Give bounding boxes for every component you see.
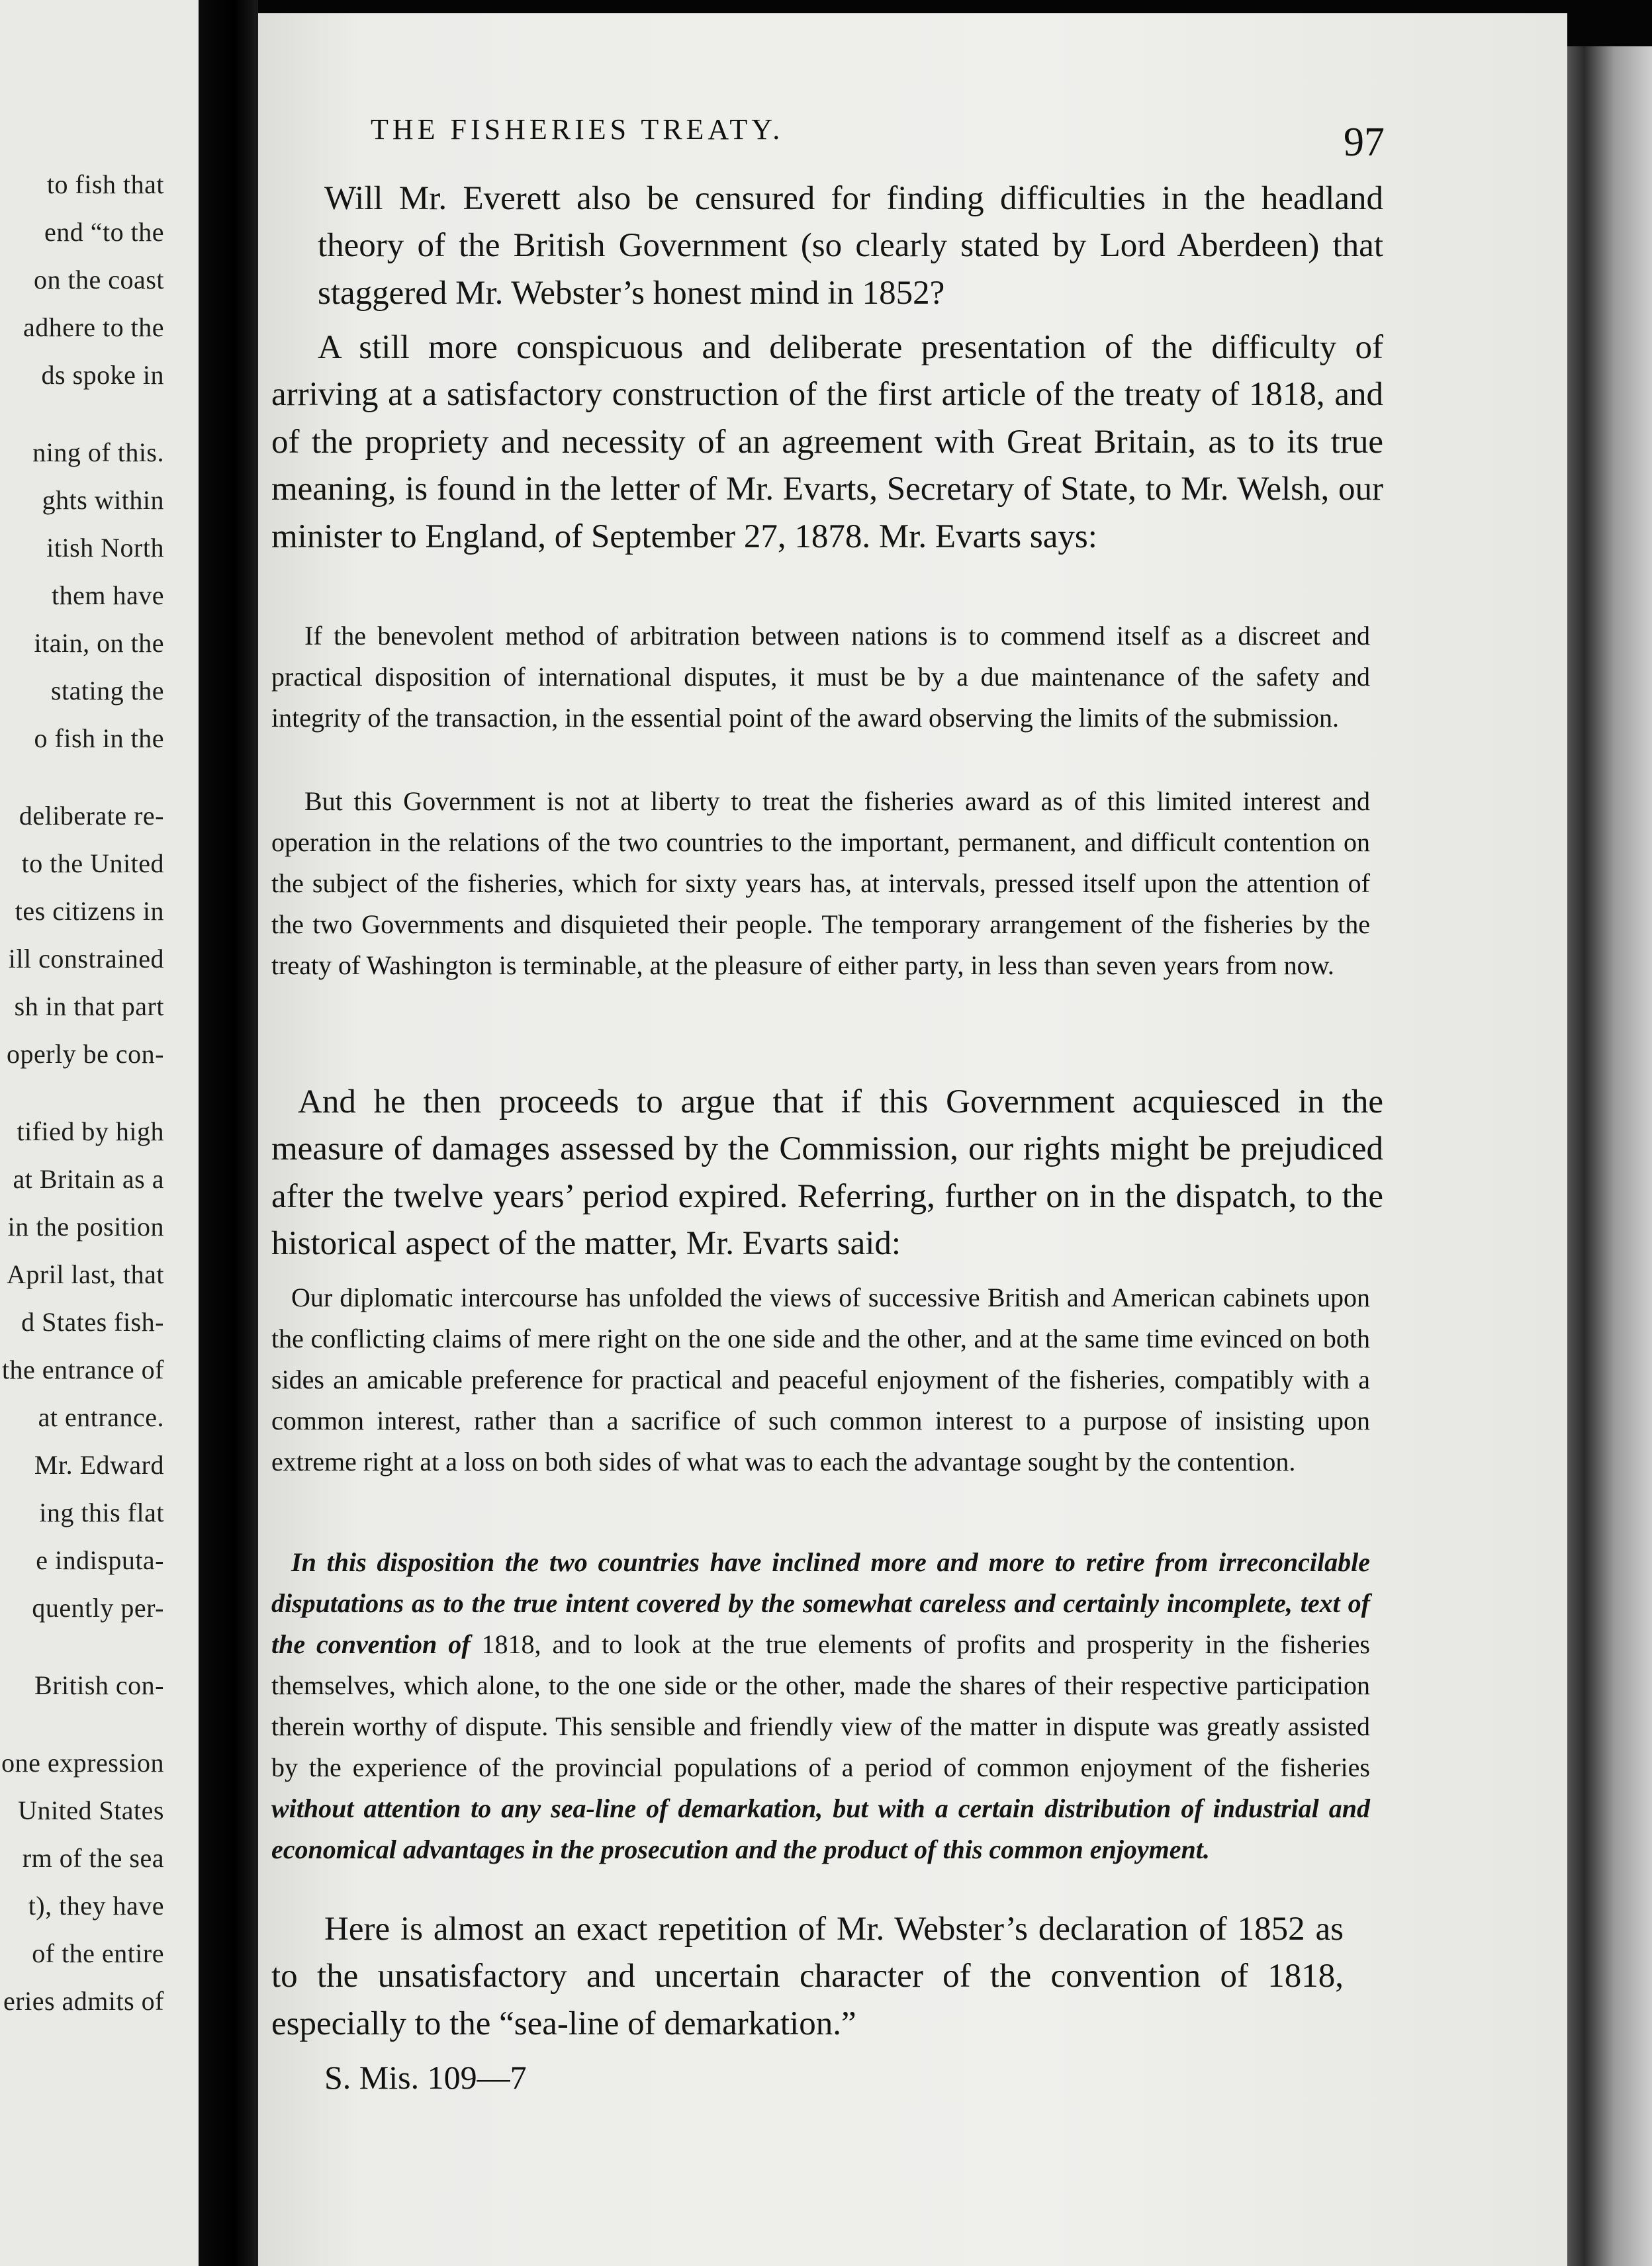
quote-3: Our diplomatic intercourse has unfolded the views of successive British and American cabinets upon the conflicting claims of mere right on the one side and the other, and at the same time evinced on both sides an amicable preference for practical and peaceful enjoyment of the fisheries, compatibly with a common interest, rather than a sacrifice of such common interest to a purpose of insisting upon extreme right at a loss on both sides of what was to each the advantage sought by the contention.	[271, 1283, 1370, 1476]
signature-mark: S. Mis. 109—7	[324, 2059, 527, 2096]
left-page-line: eries admits of	[3, 1986, 164, 2016]
page-number: 97	[1344, 120, 1385, 165]
paragraph-3: And he then proceeds to argue that if this Government acquiesced in the measure of damages assessed by the Commission, our rights might be prejudiced after the twelve years’ period expired. Referring, further on in the dispatch, to the historical aspect of the matter, Mr. Evarts said:	[271, 1083, 1383, 1263]
page-edge	[1567, 46, 1652, 2266]
left-page-line: o fish in the	[34, 723, 164, 753]
left-page-line: at entrance.	[38, 1402, 164, 1432]
left-page-line: tes citizens in	[15, 896, 164, 926]
quote-2: But this Government is not at liberty to treat the fisheries award as of this limited interest and operation in the relations of the two countries to the important, permanent, and difficult contention on the subject of the fisheries, which for sixty years has, at intervals, pressed itself upon the attention of the two Governments and disquieted their people. The temporary arrangement of the fisheries by the treaty of Washington is terminable, at the pleasure of either party, in less than seven years from now.	[271, 786, 1370, 980]
left-facing-page	[0, 0, 201, 2266]
left-page-line: itish North	[46, 533, 164, 563]
quote-4-plain: 1818, and to look at the true elements of profits and prosperity in the fisheries themselves, which alone, to the one side or the other, made the shares of their respective participation therein worthy of dispute. This sensible and friendly view of the matter in dispute was greatly assisted by the experience of the provincial populations of a period of common enjoyment of the fisheries	[271, 1629, 1370, 1782]
left-page-line: end “to the	[44, 217, 164, 247]
left-page-line: of the entire	[32, 1938, 164, 1968]
left-page-line: ning of this.	[32, 437, 164, 467]
left-page-line: t), they have	[28, 1891, 164, 1921]
left-page-line: them have	[52, 580, 164, 610]
quote-4-italic-b: without attention to any sea-line of demarkation, but with a certain distribution of industrial and economical advantages in the prosecution and the product of this common enjoyment.	[271, 1793, 1370, 1864]
left-page-line: deliberate re-	[19, 801, 164, 831]
quote-1: If the benevolent method of arbitration between nations is to commend itself as a discreet and practical disposition of international disputes, it must be by a due maintenance of the safety and integrity of the transaction, in the essential point of the award observing the limits of the submission.	[271, 621, 1370, 733]
left-page-line: to the United	[21, 848, 164, 878]
left-page-line: April last, that	[7, 1259, 164, 1289]
left-page-line: in the position	[7, 1212, 164, 1242]
left-page-line: one expression	[1, 1748, 164, 1778]
left-page-line: on the coast	[33, 265, 164, 295]
paragraph-1: Will Mr. Everett also be censured for finding difficulties in the headland theory of the British Government (so clearly stated by Lord Aberdeen) that staggered Mr. Webster’s honest mind in 1852?	[318, 180, 1383, 312]
left-page-line: d States fish-	[21, 1307, 164, 1337]
left-page-line: ing this flat	[39, 1498, 164, 1527]
left-page-line: ds spoke in	[41, 360, 164, 390]
left-page-line: at Britain as a	[13, 1164, 164, 1194]
left-page-line: ill constrained	[8, 944, 164, 974]
left-page-line: stating the	[50, 676, 164, 705]
paragraph-4: Here is almost an exact repetition of Mr. Webster’s declaration of 1852 as to the unsatisfactory and uncertain character of the convention of 1818, especially to the “sea-line of demarkation.”	[271, 1911, 1344, 2042]
left-page-line: British con-	[34, 1670, 164, 1700]
left-page-line: United States	[18, 1795, 164, 1825]
quote-4	[271, 1542, 1370, 1870]
left-page-line: adhere to the	[23, 312, 164, 342]
left-page-line: the entrance of	[1, 1355, 164, 1384]
paragraph-2: A still more conspicuous and deliberate presentation of the difficulty of arriving at a satisfactory construction of the first article of the treaty of 1818, and of the propriety and necessity of an agreement with Great Britain, as to its true meaning, is found in the letter of Mr. Evarts, Secretary of State, to Mr. Welsh, our minister to England, of September 27, 1878. Mr. Evarts says:	[271, 329, 1383, 555]
left-page-line: quently per-	[32, 1593, 164, 1623]
left-page-line: Mr. Edward	[34, 1450, 164, 1480]
left-page-line: to fish that	[46, 169, 164, 199]
left-page-line: rm of the sea	[22, 1843, 164, 1873]
quote-4-italic-a: In this disposition the two countries have inclined more and more to retire from irreconcilable disputations as to the true intent covered by the somewhat careless and certainly incomplete, text of the convention of	[271, 1547, 1370, 1659]
book-gutter	[199, 0, 258, 2266]
running-header: THE FISHERIES TREATY.	[371, 113, 784, 146]
left-page-line: sh in that part	[14, 991, 164, 1021]
left-page-line: e indisputa-	[36, 1545, 164, 1575]
left-page-line: itain, on the	[34, 628, 164, 658]
left-page-line: tified by high	[17, 1116, 164, 1146]
left-page-line: ghts within	[42, 485, 164, 515]
left-page-line: operly be con-	[6, 1039, 164, 1069]
